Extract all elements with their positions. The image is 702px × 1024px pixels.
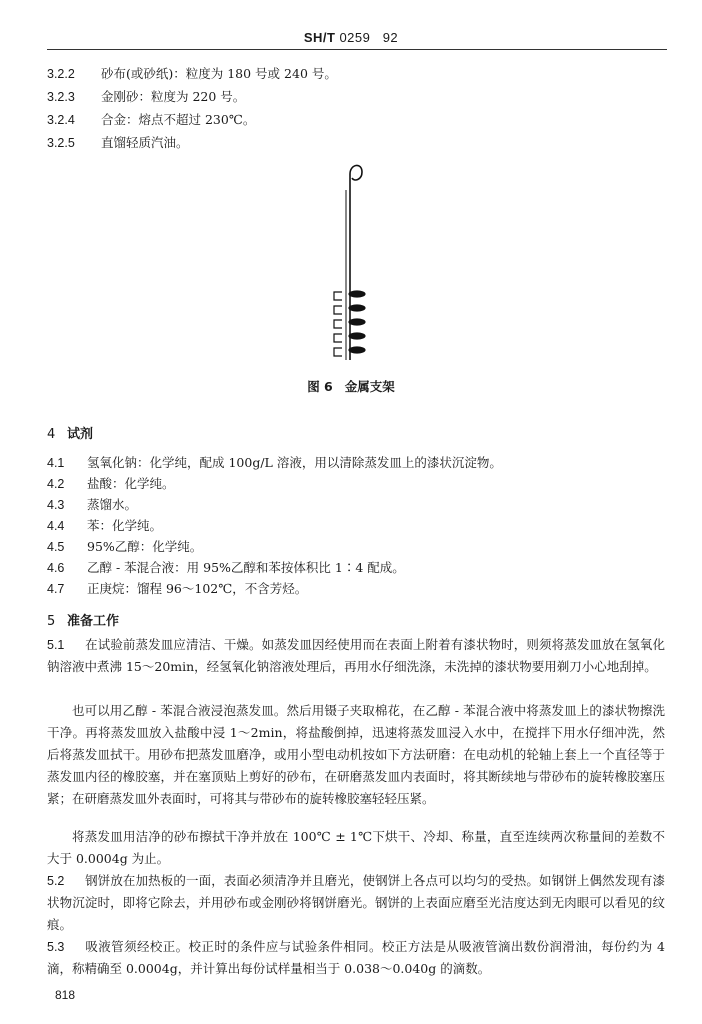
standard-number: 0259: [339, 30, 371, 45]
list-item: 3.2.5 直馏轻质汽油。: [47, 135, 189, 150]
list-item: 3.2.3 金刚砂：粒度为 220 号。: [47, 89, 246, 104]
paragraph: 5.1 在试验前蒸发皿应清洁、干燥。如蒸发皿因经使用而在表面上附着有漆状物时，则须将蒸发皿放在氢氧化钠溶液中煮沸 15～20min，经氢氧化钠溶液处理后，再用水仔细洗涤，未洗掉的漆状物要用剃刀小心地刮掉。: [47, 637, 665, 674]
list-item: 4.1 氢氧化钠：化学纯，配成 100g/L 溶液，用以清除蒸发皿上的漆状沉淀物。: [47, 455, 502, 470]
standard-year: 92: [382, 30, 399, 45]
metal-stand-drawing: [310, 160, 390, 370]
paragraph: 也可以用乙醇 - 苯混合液浸泡蒸发皿。然后用镊子夹取棉花，在乙醇 - 苯混合液中将蒸发皿上的漆状物擦洗干净。再将蒸发皿放入盐酸中浸 1～2min，将盐酸倒掉，迅速将蒸发皿浸入水中，在搅拌下用水仔细冲洗，然后将蒸发皿拭干。用砂布把蒸发皿磨净，或用小型电动机按如下方法研磨：在电动机的轮轴上套上一个直径等于蒸发皿内径的橡胶塞，并在塞顶贴上剪好的砂布，在研磨蒸发皿内表面时，将其断续地与带砂布的旋转橡胶塞压紧；在研磨蒸发皿外表面时，可将其与带砂布的旋转橡胶塞轻轻压紧。: [47, 703, 665, 806]
list-item: 4.7 正庚烷：馏程 96～102℃，不含芳烃。: [47, 581, 308, 596]
list-item: 3.2.4 合金：熔点不超过 230℃。: [47, 112, 256, 127]
list-item: 4.6 乙醇 - 苯混合液：用 95%乙醇和苯按体积比 1∶4 配成。: [47, 560, 405, 575]
section-heading: 5 准备工作: [47, 614, 120, 629]
paragraph: 5.3 吸液管须经校正。校正时的条件应与试验条件相同。校正方法是从吸液管滴出数份润滑油，每份约为 4 滴，称精确至 0.0004g，并计算出每份试样量相当于 0.038～0.040g 的滴数。: [47, 939, 665, 976]
list-item: 4.2 盐酸：化学纯。: [47, 476, 175, 491]
metal-stand-figure: [310, 160, 390, 370]
page-number: 818: [55, 988, 76, 1002]
list-item: 3.2.2 砂布(或砂纸)：粒度为 180 号或 240 号。: [47, 66, 337, 81]
header-rule: [47, 49, 667, 50]
standard-code: SH/T: [303, 30, 336, 45]
figure-label: 图 6: [307, 379, 333, 394]
list-item: 4.3 蒸馏水。: [47, 497, 138, 512]
paragraph: 将蒸发皿用洁净的砂布擦拭干净并放在 100℃ ± 1℃下烘干、冷却、称量，直至连续两次称量间的差数不大于 0.0004g 为止。: [47, 829, 665, 866]
page-header: [0, 30, 702, 45]
list-item: 4.4 苯：化学纯。: [47, 518, 163, 533]
section-heading: 4 试剂: [47, 427, 94, 442]
list-item: 4.5 95%乙醇：化学纯。: [47, 539, 203, 554]
figure-title: 金属支架: [344, 379, 395, 394]
paragraph: 5.2 钢饼放在加热板的一面，表面必须清净并且磨光，使钢饼上各点可以均匀的受热。如钢饼上偶然发现有漆状物沉淀时，即将它除去，并用砂布或金刚砂将钢饼磨光。钢饼的上表面应磨至光洁度达到无肉眼可以看见的纹痕。: [47, 873, 665, 932]
figure-caption: [0, 377, 702, 395]
